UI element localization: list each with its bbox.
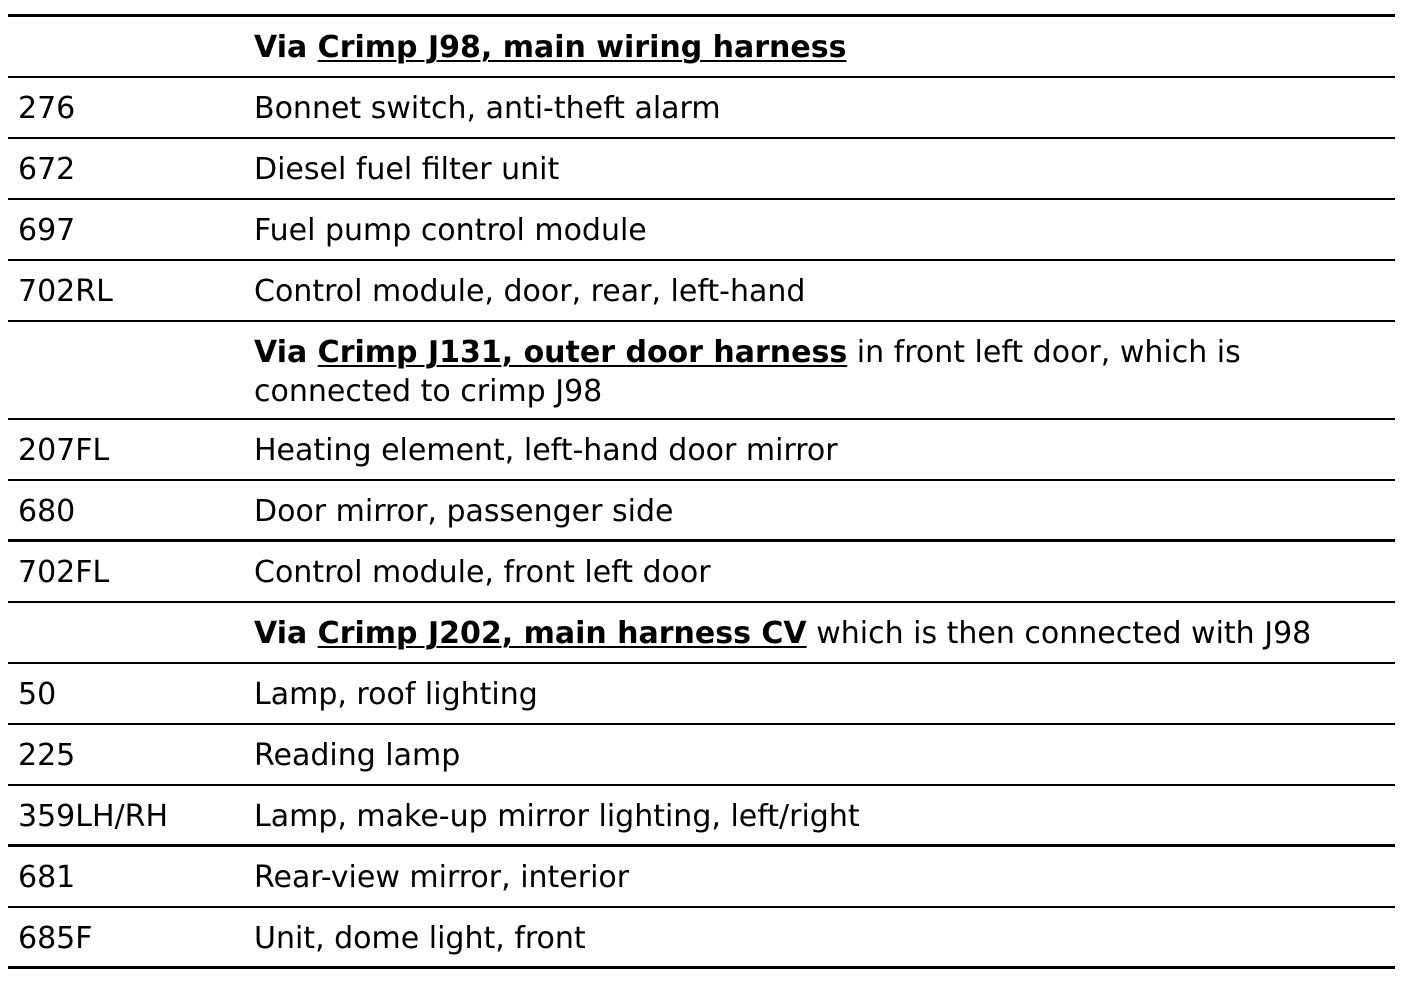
crimp-j98-link: Crimp J98, main wiring harness xyxy=(317,30,847,65)
table-row xyxy=(8,725,1395,786)
table-row xyxy=(8,420,1395,481)
component-description: Bonnet switch, anti-theft alarm xyxy=(254,91,721,126)
table-row xyxy=(8,908,1395,969)
table-row xyxy=(8,664,1395,725)
component-description: Reading lamp xyxy=(254,738,461,773)
section-heading xyxy=(254,17,1395,76)
table-row xyxy=(8,78,1395,139)
component-description: Control module, front left door xyxy=(254,555,711,590)
component-description: Heating element, left-hand door mirror xyxy=(254,433,838,468)
section-row-j98 xyxy=(8,17,1395,78)
component-description: Control module, door, rear, left-hand xyxy=(254,274,806,309)
code-cell-empty xyxy=(8,603,254,662)
component-code: 702FL xyxy=(18,555,110,590)
table-row xyxy=(8,786,1395,847)
component-code: 702RL xyxy=(18,274,113,309)
component-code: 207FL xyxy=(18,433,110,468)
component-code: 681 xyxy=(18,860,76,895)
section-suffix: which is then connected with J98 xyxy=(806,616,1312,651)
table-row xyxy=(8,200,1395,261)
crimp-j202-link: Crimp J202, main harness CV xyxy=(317,616,807,651)
component-code: 50 xyxy=(18,677,57,712)
component-description: Unit, dome light, front xyxy=(254,921,586,956)
section-row-j131 xyxy=(8,322,1395,420)
table-row xyxy=(8,847,1395,908)
component-description: Door mirror, passenger side xyxy=(254,494,674,529)
section-prefix: Via xyxy=(254,30,318,65)
component-description: Diesel fuel filter unit xyxy=(254,152,560,187)
section-prefix: Via xyxy=(254,616,318,651)
component-description: Lamp, make-up mirror lighting, left/right xyxy=(254,799,860,834)
component-code: 225 xyxy=(18,738,76,773)
component-description: Lamp, roof lighting xyxy=(254,677,538,712)
component-description: Fuel pump control module xyxy=(254,213,647,248)
code-cell-empty xyxy=(8,17,254,76)
section-row-j202 xyxy=(8,603,1395,664)
component-code: 680 xyxy=(18,494,76,529)
component-code: 359LH/RH xyxy=(18,799,169,834)
component-code: 276 xyxy=(18,91,76,126)
component-code: 697 xyxy=(18,213,76,248)
component-code: 672 xyxy=(18,152,76,187)
section-prefix: Via xyxy=(254,335,318,370)
crimp-j131-link: Crimp J131, outer door harness xyxy=(317,335,848,370)
table-row xyxy=(8,261,1395,322)
table-row xyxy=(8,542,1395,603)
component-table xyxy=(8,14,1395,969)
component-code: 685F xyxy=(18,921,93,956)
component-description: Rear-view mirror, interior xyxy=(254,860,630,895)
table-row xyxy=(8,139,1395,200)
section-suffix: in front left door, which is connected to crimp J98 xyxy=(254,335,1241,409)
table-row xyxy=(8,481,1395,542)
code-cell-empty xyxy=(8,322,254,418)
section-heading xyxy=(254,322,1395,418)
section-heading xyxy=(254,603,1395,662)
